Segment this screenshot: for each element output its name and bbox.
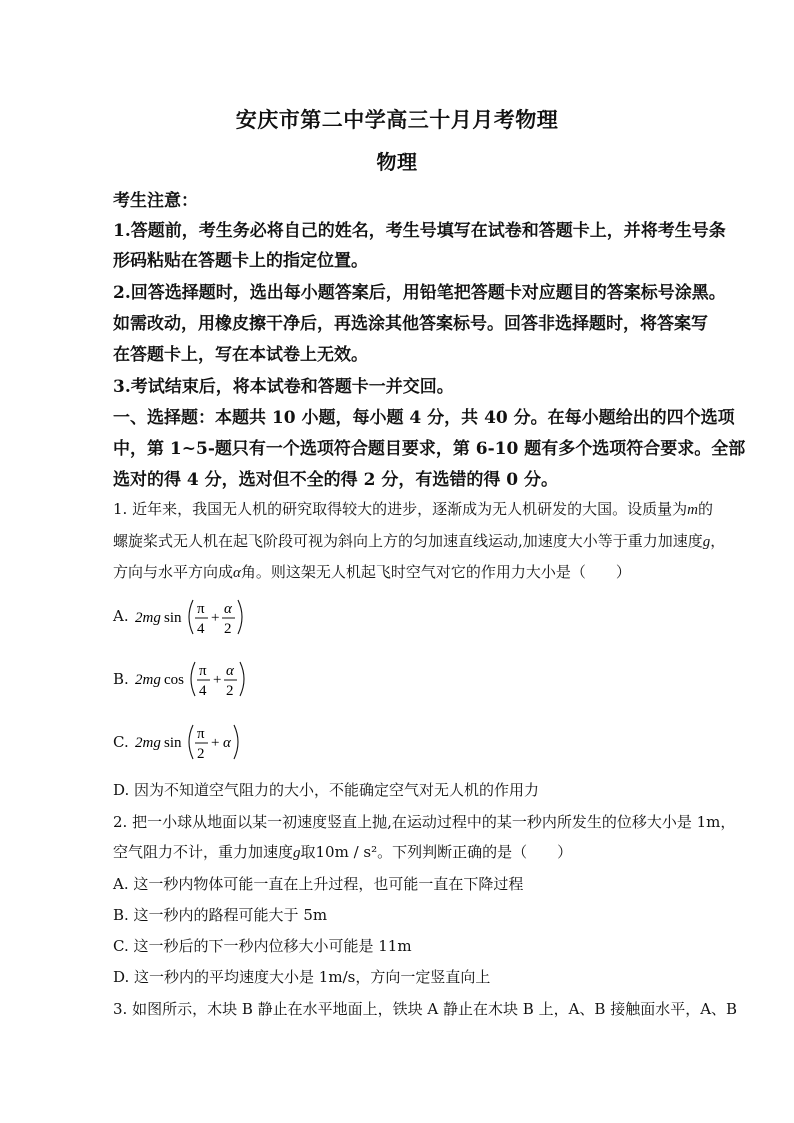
numerator-1: π: [197, 601, 205, 617]
notice-item-2-line-3: 在答题卡上，写在本试卷上无效。: [113, 345, 368, 365]
var-alpha: α: [233, 565, 241, 581]
exam-subtitle: 物理: [376, 150, 418, 174]
notice-item-3: 3.考试结束后，将本试卷和答题卡一并交回。: [113, 377, 454, 397]
var-g: g: [702, 534, 711, 550]
function-name: sin: [164, 735, 182, 751]
var-m: m: [687, 502, 698, 518]
plus-sign: +: [211, 735, 220, 751]
right-paren: [240, 662, 244, 696]
left-paren: [189, 600, 193, 634]
coefficient: 2mg: [135, 735, 161, 751]
q1-line-1: 1. 近年来，我国无人机的研究取得较大的进步，逐渐成为无人机研发的大国。设质量为m的: [113, 500, 713, 518]
right-paren: [238, 600, 242, 634]
coefficient: 2mg: [135, 672, 161, 688]
numerator-1: π: [197, 726, 205, 742]
q2-option-a: A. 这一秒内物体可能一直在上升过程，也可能一直在下降过程: [113, 875, 524, 893]
variable-alpha: α: [223, 735, 231, 751]
q1-option-a-formula: [135, 594, 265, 640]
denominator-2: 2: [224, 621, 232, 637]
left-paren: [189, 725, 193, 759]
q2-line-2: 空气阻力不计，重力加速度g取10m / s²。下列判断正确的是（ ）: [113, 843, 573, 861]
var-g: g: [293, 845, 301, 861]
q3-line-1: 3. 如图所示，木块 B 静止在水平地面上，铁块 A 静止在木块 B 上，A、B 接触面水平，A、B: [113, 1000, 738, 1018]
denominator-1: 4: [199, 683, 207, 699]
q2-line-1: 2. 把一小球从地面以某一初速度竖直上抛,在运动过程中的某一秒内所发生的位移大小是 1m，: [113, 813, 736, 831]
plus-sign: +: [211, 610, 220, 626]
function-name: cos: [164, 672, 184, 688]
notice-item-1-line-2: 形码粘贴在答题卡上的指定位置。: [113, 251, 368, 271]
section-1-intro-line-3: 选对的得 4 分，选对但不全的得 2 分，有选错的得 0 分。: [113, 470, 558, 490]
function-name: sin: [164, 610, 182, 626]
numerator-2: α: [226, 663, 234, 679]
section-1-intro-line-1: 一、选择题：本题共 10 小题，每小题 4 分，共 40 分。在每小题给出的四个选项: [113, 408, 735, 428]
plus-sign: +: [213, 672, 222, 688]
denominator-1: 2: [197, 746, 205, 762]
exam-title: 安庆市第二中学高三十月月考物理: [235, 107, 559, 132]
denominator-1: 4: [197, 621, 205, 637]
q1-option-c-formula: [135, 719, 265, 765]
notice-item-1-line-1: 1.答题前，考生务必将自己的姓名，考生号填写在试卷和答题卡上，并将考生号条: [113, 221, 726, 241]
q1-option-d: D. 因为不知道空气阻力的大小，不能确定空气对无人机的作用力: [113, 781, 540, 799]
coefficient: 2mg: [135, 610, 161, 626]
q1-line-2: 螺旋桨式无人机在起飞阶段可视为斜向上方的匀加速直线运动,加速度大小等于重力加速度g，: [113, 532, 726, 550]
q1-option-c-label: C.: [113, 733, 129, 751]
left-paren: [191, 662, 195, 696]
q1-option-b-label: B.: [113, 670, 129, 688]
numerator-1: π: [199, 663, 207, 679]
q2-option-c: C. 这一秒后的下一秒内位移大小可能是 11m: [113, 937, 412, 955]
q1-line-3: 方向与水平方向成α角。则这架无人机起飞时空气对它的作用力大小是（ ）: [113, 563, 631, 581]
right-paren: [234, 725, 238, 759]
q1-option-b-formula: [135, 656, 265, 702]
notice-item-2-line-1: 2.回答选择题时，选出每小题答案后，用铅笔把答题卡对应题目的答案标号涂黑。: [113, 283, 726, 303]
numerator-2: α: [224, 601, 232, 617]
denominator-2: 2: [226, 683, 234, 699]
q1-option-a-label: A.: [113, 607, 129, 625]
q2-option-b: B. 这一秒内的路程可能大于 5m: [113, 906, 328, 924]
notice-heading: 考生注意：: [113, 191, 198, 211]
notice-item-2-line-2: 如需改动，用橡皮擦干净后，再选涂其他答案标号。回答非选择题时，将答案写: [113, 314, 708, 334]
q2-option-d: D. 这一秒内的平均速度大小是 1m/s，方向一定竖直向上: [113, 968, 491, 986]
section-1-intro-line-2: 中，第 1~5-题只有一个选项符合题目要求，第 6-10 题有多个选项符合要求。全部: [113, 439, 746, 459]
